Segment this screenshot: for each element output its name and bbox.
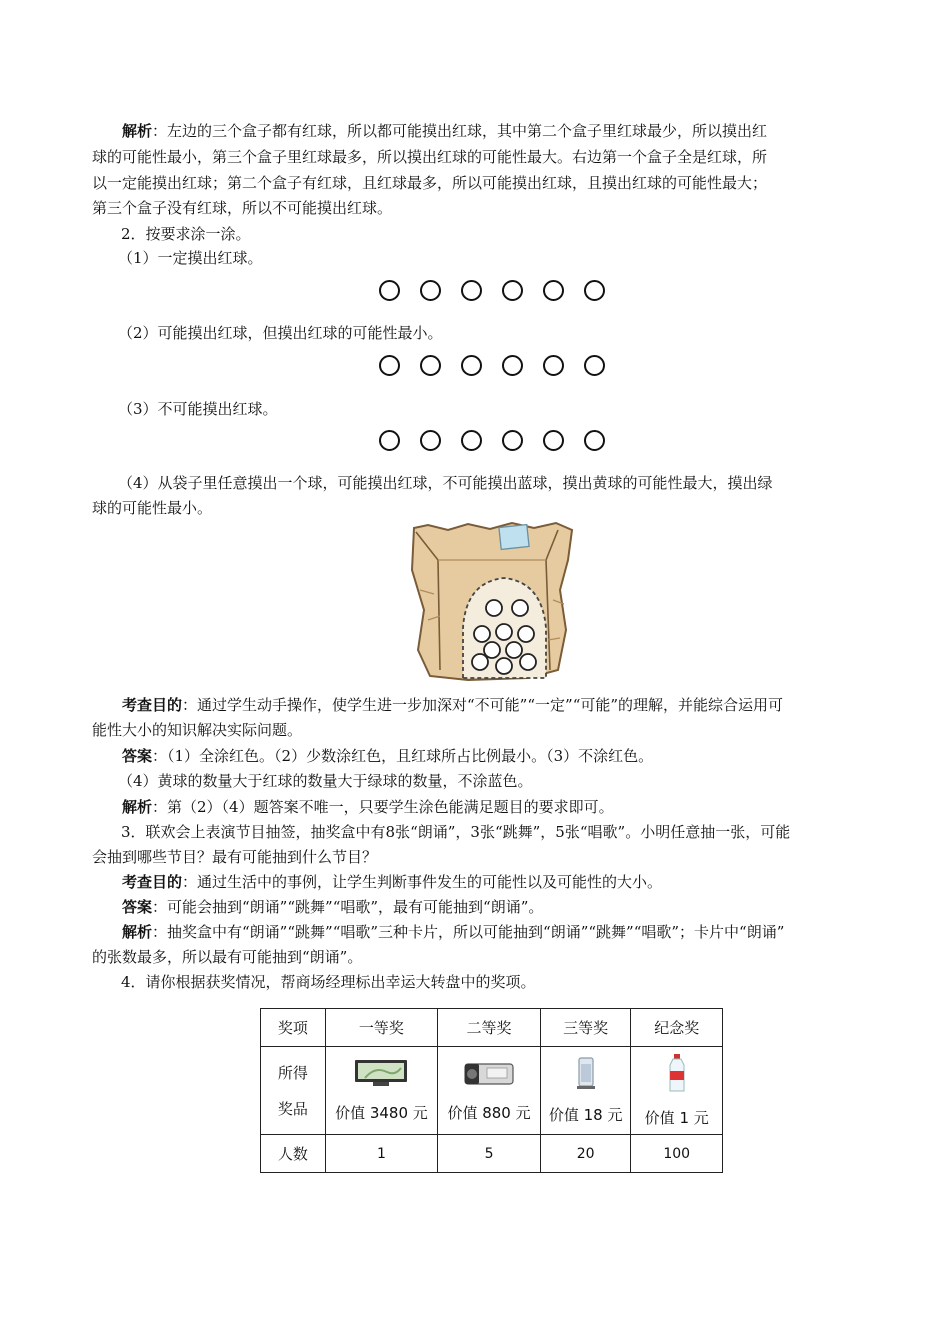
prize-price: 价值 3480 元	[335, 1104, 428, 1122]
prize-price: 价值 880 元	[447, 1104, 531, 1122]
count-cell: 100	[631, 1135, 723, 1173]
prize-label-line-1: 所得	[277, 1063, 308, 1082]
analysis-label: 解析	[122, 923, 153, 941]
q2-analysis	[92, 795, 890, 820]
analysis-text: ：左边的三个盒子都有红球，所以都可能摸出红球，其中第二个盒子里红球最少，所以摸出红	[152, 122, 768, 140]
paper-bag-illustration	[408, 520, 578, 682]
q2-title: 2．按要求涂一涂。	[121, 225, 251, 243]
answer-text: ：可能会抽到“朗诵”“跳舞”“唱歌”，最有可能抽到“朗诵”。	[152, 898, 544, 916]
q2-answer	[92, 744, 890, 769]
analysis-label: 解析	[122, 122, 153, 140]
table-row-prizes	[261, 1047, 723, 1135]
prize-cell	[631, 1047, 723, 1135]
purpose-text: ：通过学生动手操作，使学生进一步加深对“不可能”“一定”“可能”的理解，并能综合运用可	[182, 696, 784, 714]
ball-circle[interactable]	[461, 355, 482, 376]
ball-circle[interactable]	[379, 430, 400, 451]
q2-item-4-line-2: 球的可能性最小。	[92, 499, 213, 517]
q4-title: 4．请你根据获奖情况，帮商场经理标出幸运大转盘中的奖项。	[121, 973, 536, 991]
header-cell: 纪念奖	[631, 1009, 723, 1047]
q3-line-2: 会抽到哪些节目？最有可能抽到什么节目？	[92, 848, 378, 866]
analysis-line-3: 以一定能摸出红球；第二个盒子有红球，且红球最多，所以可能摸出红球，且摸出红球的可能性最大；	[92, 174, 768, 192]
circle-row-2	[379, 355, 605, 376]
answer-text: ：（1）全涂红色。（2）少数涂红色，且红球所占比例最小。（3）不涂红色。	[152, 747, 654, 765]
q2-answer-line-2: （4）黄球的数量大于红球的数量大于绿球的数量，不涂蓝色。	[118, 772, 533, 790]
q2-item-1: （1）一定摸出红球。	[118, 249, 263, 267]
circle-row-3	[379, 430, 605, 451]
ball-circle[interactable]	[420, 280, 441, 301]
q2-item-3: （3）不可能摸出红球。	[118, 400, 278, 418]
q2-purpose	[92, 693, 890, 718]
circle-row-1	[379, 280, 605, 301]
row-label	[261, 1047, 326, 1135]
tv-icon	[353, 1058, 409, 1088]
q3-line-1: 3．联欢会上表演节目抽签，抽奖盒中有8张“朗诵”，3张“跳舞”，5张“唱歌”。小明任意抽一张，可能	[121, 823, 791, 841]
count-cell: 20	[540, 1135, 631, 1173]
prize-cell	[540, 1047, 631, 1135]
header-cell: 一等奖	[325, 1009, 438, 1047]
prize-label-line-2: 奖品	[277, 1099, 308, 1118]
ball-circle[interactable]	[543, 280, 564, 301]
ball-circle[interactable]	[584, 280, 605, 301]
prize-cell	[325, 1047, 438, 1135]
prize-price: 价值 18 元	[548, 1106, 623, 1124]
purpose-label: 考查目的	[122, 873, 183, 891]
header-cell: 二等奖	[438, 1009, 541, 1047]
q2-item-4-line-1: （4）从袋子里任意摸出一个球，可能摸出红球，不可能摸出蓝球，摸出黄球的可能性最大，摸出绿	[118, 474, 773, 492]
ball-circle[interactable]	[502, 430, 523, 451]
count-cell: 5	[438, 1135, 541, 1173]
q3-analysis-line-2: 的张数最多，所以最有可能抽到“朗诵”。	[92, 948, 363, 966]
analysis-line-2: 球的可能性最小，第三个盒子里红球最多，所以摸出红球的可能性最大。右边第一个盒子全是红球，所	[92, 148, 768, 166]
camera-icon	[461, 1058, 517, 1088]
answer-label: 答案	[122, 898, 153, 916]
answer-label: 答案	[122, 747, 153, 765]
analysis-line-4: 第三个盒子没有红球，所以不可能摸出红球。	[92, 199, 393, 217]
ball-circle[interactable]	[584, 355, 605, 376]
ball-circle[interactable]	[379, 280, 400, 301]
ball-circle[interactable]	[502, 280, 523, 301]
water-bottle-icon	[665, 1053, 689, 1093]
ball-circle[interactable]	[584, 430, 605, 451]
cup-icon	[571, 1056, 601, 1090]
prize-cell	[438, 1047, 541, 1135]
analysis-text: ：抽奖盒中有“朗诵”“跳舞”“唱歌”三种卡片，所以可能抽到“朗诵”“跳舞”“唱歌”；卡片中“朗诵”	[152, 923, 785, 941]
prize-price: 价值 1 元	[644, 1109, 709, 1127]
ball-circle[interactable]	[420, 355, 441, 376]
q3-answer	[92, 895, 890, 920]
table-row-counts	[261, 1135, 723, 1173]
table-header-row	[261, 1009, 723, 1047]
analysis-line-1	[92, 119, 890, 144]
q2-item-2: （2）可能摸出红球，但摸出红球的可能性最小。	[118, 324, 443, 342]
ball-circle[interactable]	[543, 430, 564, 451]
q3-purpose	[92, 870, 890, 895]
purpose-label: 考查目的	[122, 696, 183, 714]
analysis-text: ：第（2）（4）题答案不唯一，只要学生涂色能满足题目的要求即可。	[152, 798, 614, 816]
ball-circle[interactable]	[461, 280, 482, 301]
ball-circle[interactable]	[461, 430, 482, 451]
prize-table	[260, 1008, 723, 1173]
ball-circle[interactable]	[420, 430, 441, 451]
purpose-text: ：通过生活中的事例，让学生判断事件发生的可能性以及可能性的大小。	[182, 873, 663, 891]
ball-circle[interactable]	[379, 355, 400, 376]
header-cell: 奖项	[261, 1009, 326, 1047]
header-cell: 三等奖	[540, 1009, 631, 1047]
count-cell: 1	[325, 1135, 438, 1173]
ball-circle[interactable]	[502, 355, 523, 376]
ball-circle[interactable]	[543, 355, 564, 376]
q2-purpose-line-2: 能性大小的知识解决实际问题。	[92, 721, 303, 739]
q3-analysis	[92, 920, 890, 945]
row-label: 人数	[261, 1135, 326, 1173]
analysis-label: 解析	[122, 798, 153, 816]
